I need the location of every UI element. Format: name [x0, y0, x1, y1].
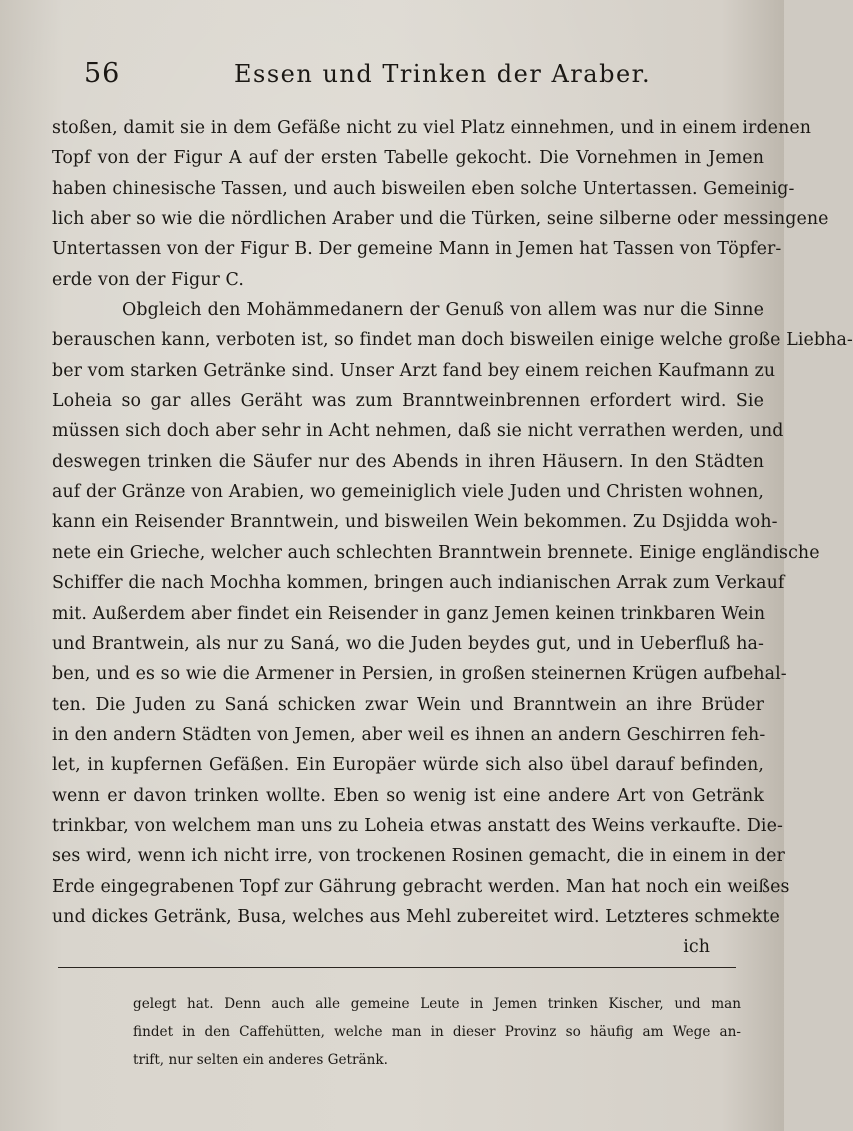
footnote-line: gelegt hat. Denn auch alle gemeine Leute in Jemen trinken Kischer, und man: [133, 996, 741, 1012]
page-header: [84, 58, 652, 94]
footnote-block: [133, 990, 741, 1074]
text-line: lich aber so wie die nördlichen Araber und die Türken, seine silberne oder messingene: [52, 209, 829, 230]
text-line: nete ein Grieche, welcher auch schlechten Branntwein brennete. Einige engländische: [52, 542, 820, 563]
text-line: berauschen kann, verboten ist, so findet man doch bisweilen einige welche große Liebha-: [52, 330, 853, 351]
text-line: trinkbar, von welchem man uns zu Loheia etwas anstatt des Weins verkaufte. Die-: [52, 815, 783, 836]
text-line: auf der Gränze von Arabien, wo gemeiniglich viele Juden und Christen wohnen,: [52, 482, 764, 503]
page-number: 56: [84, 58, 121, 89]
footnote-line: findet in den Caffehütten, welche man in dieser Provinz so häufig am Wege an-: [133, 1024, 741, 1040]
text-line: Untertassen von der Figur B. Der gemeine Mann in Jemen hat Tassen von Töpfer-: [52, 239, 782, 260]
text-line: in den andern Städten von Jemen, aber weil es ihnen an andern Geschirren feh-: [52, 724, 766, 745]
text-line: mit. Außerdem aber findet ein Reisender in ganz Jemen keinen trinkbaren Wein: [52, 603, 766, 624]
text-line: erde von der Figur C.: [52, 269, 244, 290]
text-line: ten. Die Juden zu Saná schicken zwar Wein und Branntwein an ihre Brüder: [52, 694, 764, 715]
text-line: let, in kupfernen Gefäßen. Ein Europäer würde sich also übel darauf befinden,: [52, 755, 764, 776]
text-line: Loheia so gar alles Geräht was zum Branntweinbrennen erfordert wird. Sie: [52, 391, 764, 412]
text-line: ber vom starken Getränke sind. Unser Arzt fand bey einem reichen Kaufmann zu: [52, 360, 776, 381]
text-line: deswegen trinken die Säufer nur des Abends in ihren Häusern. In den Städten: [52, 451, 764, 472]
text-line: Erde eingegrabenen Topf zur Gährung gebracht werden. Man hat noch ein weißes: [52, 876, 790, 897]
text-line: Topf von der Figur A auf der ersten Tabelle gekocht. Die Vornehmen in Jemen: [52, 148, 764, 169]
text-line: ses wird, wenn ich nicht irre, von trockenen Rosinen gemacht, die in einem in der: [52, 846, 785, 867]
footnote-line: trift, nur selten ein anderes Getränk.: [133, 1052, 388, 1068]
text-line: Schiffer die nach Mochha kommen, bringen auch indianischen Arrak zum Verkauf: [52, 573, 785, 594]
text-line: und dickes Getränk, Busa, welches aus Mehl zubereitet wird. Letzteres schmekte: [52, 906, 780, 927]
text-line: kann ein Reisender Branntwein, und bisweilen Wein bekommen. Zu Dsjidda woh-: [52, 512, 778, 533]
main-text-block: [52, 113, 853, 963]
text-line: wenn er davon trinken wollte. Eben so wenig ist eine andere Art von Getränk: [52, 785, 764, 806]
text-line: müssen sich doch aber sehr in Acht nehmen, daß sie nicht verrathen werden, und: [52, 421, 784, 442]
text-line: ben, und es so wie die Armener in Persien, in großen steinernen Krügen aufbehal-: [52, 664, 787, 685]
paragraph-first-line: Obgleich den Mohämmedanern der Genuß von allem was nur die Sinne: [122, 300, 764, 321]
text-line: und Brantwein, als nur zu Saná, wo die Juden beydes gut, und in Ueberfluß ha-: [52, 633, 764, 654]
footnote-separator-rule: [58, 967, 736, 968]
running-title: Essen und Trinken der Araber.: [234, 60, 652, 88]
text-line: haben chinesische Tassen, und auch bisweilen eben solche Untertassen. Gemeinig-: [52, 178, 795, 199]
text-line: stoßen, damit sie in dem Gefäße nicht zu viel Platz einnehmen, und in einem irdenen: [52, 118, 812, 138]
catchword: ich: [683, 937, 710, 958]
